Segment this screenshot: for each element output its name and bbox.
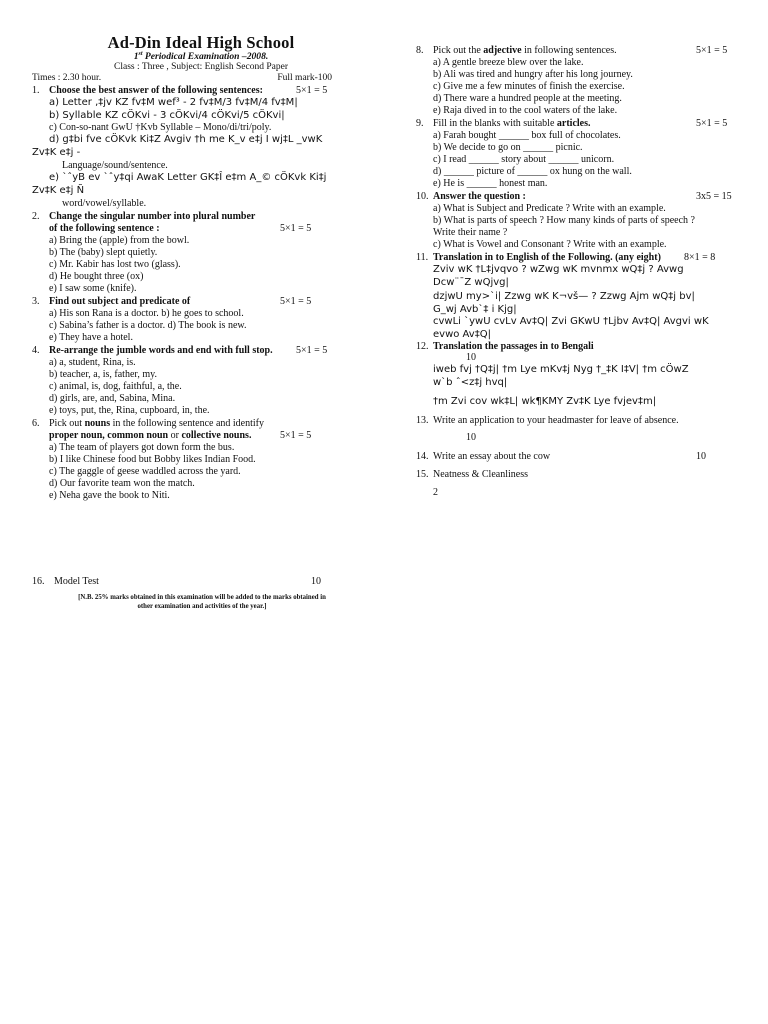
line-2: w`b ˆ<z‡j hvq| (433, 377, 508, 388)
title-part: or (168, 430, 182, 441)
item-c: c) I read ______ story about ______ unicorn. (433, 154, 615, 165)
title-part: in following sentences. (521, 45, 617, 56)
item-a: a) Bring the (apple) from the bowl. (49, 235, 190, 246)
question-marks: 5×1 = 5 (280, 430, 312, 441)
exam-ordinal-suffix: st (138, 51, 143, 57)
item-e: e) I saw some (knife). (49, 283, 137, 294)
footnote-cont: other examination and activities of the year.] (137, 603, 267, 610)
question-marks: 5×1 = 5 (696, 118, 728, 129)
item-a: a) What is Subject and Predicate ? Write with an example. (433, 203, 666, 214)
item-c: c) Con-so-nant GwU †Kvb Syllable – Mono/di/tri/poly. (49, 122, 272, 133)
question-number: 14. (416, 451, 429, 462)
question-marks: 3x5 = 15 (696, 191, 732, 202)
item-a: a) The team of players got down form the bus. (49, 442, 235, 453)
title-emphasis: proper noun, common noun (49, 430, 169, 441)
line-5: cvwLi `ywU cvLv Av‡Q| Zvi GKwU †Ljbv Av‡Q| Avgvi wK (433, 316, 709, 327)
question-number: 2. (32, 211, 40, 222)
item-e-options: word/vowel/syllable. (62, 198, 147, 209)
question-marks: 2 (433, 487, 438, 498)
question-marks: 10 (311, 576, 321, 587)
item-e: e) Raja dived in to the cool waters of the lake. (433, 105, 618, 116)
line-2: Dcw¨¯Z wQjvg| (433, 277, 509, 288)
question-title (433, 118, 590, 130)
item-c: c) Give me a few minutes of finish the exercise. (433, 81, 625, 92)
school-name: Ad-Din Ideal High School (107, 33, 295, 52)
item-e: e) They have a hotel. (49, 332, 133, 343)
question-title: Choose the best answer of the following sentences: (49, 85, 263, 96)
question-title: Write an essay about the cow (433, 451, 551, 462)
question-title: Translation in to English of the Following. (any eight) (433, 252, 661, 263)
exam-title-rest: Periodical Examination –2008. (142, 51, 269, 63)
question-marks: 5×1 = 5 (296, 85, 328, 96)
item-e-cont: Zv‡K e‡j Ñ (32, 185, 85, 196)
item-a-b: a) His son Rana is a doctor. b) he goes to school. (49, 308, 244, 319)
item-e: e) Neha gave the book to Niti. (49, 490, 170, 501)
question-number: 16. (32, 576, 45, 587)
question-marks: 8×1 = 8 (684, 252, 716, 263)
item-b-cont: Write their name ? (433, 227, 508, 238)
item-c: c) What is Vowel and Consonant ? Write with an example. (433, 239, 667, 250)
question-title-cont: of the following sentence : (49, 223, 160, 234)
line-1: iweb fvj †Q‡j| †m Lye mKv‡j Nyg †_‡K I‡V| †m cÖwZ (433, 364, 689, 375)
line-6: evwo Av‡Q| (433, 329, 491, 340)
item-b: b) I like Chinese food but Bobby likes Indian Food. (49, 454, 256, 465)
item-b: b) The (baby) slept quietly. (49, 247, 158, 258)
question-marks: 10 (696, 451, 706, 462)
title-emphasis: collective nouns. (181, 430, 252, 441)
title-emphasis: nouns (84, 418, 111, 429)
question-title: Find out subject and predicate of (49, 296, 191, 307)
full-mark: Full mark-100 (277, 73, 332, 83)
question-title: Re-arrange the jumble words and end with full stop. (49, 345, 273, 356)
item-a: a) a, student, Rina, is. (49, 357, 136, 368)
question-title: Translation the passages in to Bengali (433, 341, 594, 352)
question-title: Change the singular number into plural number (49, 211, 256, 222)
question-number: 11. (416, 252, 429, 263)
item-d: d) girls, are, and, Sabina, Mina. (49, 393, 176, 404)
item-d: d) ______ picture of ______ ox hung on the wall. (433, 166, 632, 177)
item-c-d: c) Sabina’s father is a doctor. d) The book is new. (49, 320, 247, 331)
question-number: 3. (32, 296, 40, 307)
question-number: 13. (416, 415, 429, 426)
item-d: d) There ware a hundred people at the meeting. (433, 93, 622, 104)
item-a: a) Letter ‚‡jv KZ fv‡M wef³ - 2 fv‡M/3 fv‡M/4 fv‡M| (49, 97, 298, 108)
exam-ordinal: 1 (133, 51, 139, 63)
item-d-options: Language/sound/sentence. (62, 160, 168, 171)
item-b: b) teacher, a, is, father, my. (49, 369, 157, 380)
question-title-cont (49, 430, 251, 442)
title-part: Fill in the blanks with suitable (433, 118, 557, 129)
item-e: e) `ˆyB ev `ˆy‡qi AwaK Letter GK‡Î e‡m A_© cÖKvk Ki‡j (49, 172, 327, 183)
item-c: c) The gaggle of geese waddled across the yard. (49, 466, 241, 477)
title-emphasis: articles. (556, 118, 591, 129)
item-b: b) What is parts of speech ? How many kinds of parts of speech ? (433, 215, 695, 226)
question-number: 1. (32, 85, 40, 96)
question-number: 6. (32, 418, 40, 429)
question-marks: 10 (466, 352, 476, 363)
question-number: 4. (32, 345, 40, 356)
question-title: Model Test (54, 576, 99, 587)
item-a: a) A gentle breeze blew over the lake. (433, 57, 584, 68)
line-3: dzjwU my>`i| Zzwg wK K¬vš— ? Zzwg Ajm wQ‡j bv| (433, 291, 695, 302)
question-title (433, 45, 617, 57)
question-title: Write an application to your headmaster for leave of absence. (433, 415, 679, 426)
item-e: e) He is ______ honest man. (433, 178, 548, 189)
item-b: b) Ali was tired and hungry after his long journey. (433, 69, 633, 80)
item-a: a) Farah bought ______ box full of chocolates. (433, 130, 621, 141)
line-1: Zviv wK †L‡jvqvo ? wZwg wK mvnmx wQ‡j ? Avwg (433, 264, 684, 275)
title-emphasis: adjective (483, 45, 522, 56)
exam-time: Times : 2.30 hour. (32, 73, 102, 83)
item-c: c) animal, is, dog, faithful, a, the. (49, 381, 182, 392)
question-title (49, 418, 264, 430)
question-marks: 10 (466, 432, 476, 443)
item-c: c) Mr. Kabir has lost two (glass). (49, 259, 181, 270)
exam-title (32, 51, 370, 62)
title-part: in the following sentence and identify (110, 418, 264, 429)
item-d: d) g‡bi fve cÖKvk Ki‡Z Avgiv †h me K_v e‡j I wj‡L _vwK (49, 134, 323, 145)
question-marks: 5×1 = 5 (280, 296, 312, 307)
question-title: Neatness & Cleanliness (433, 469, 528, 480)
question-number: 8. (416, 45, 424, 56)
question-marks: 5×1 = 5 (696, 45, 728, 56)
question-number: 15. (416, 469, 429, 480)
title-part: Pick out (49, 418, 85, 429)
item-d: d) He bought three (ox) (49, 271, 144, 282)
item-b: b) We decide to go on ______ picnic. (433, 142, 583, 153)
question-title: Answer the question : (433, 191, 526, 202)
time-marks-line (32, 73, 332, 83)
item-b: b) Syllable KZ cÖKvi - 3 cÖKvi/4 cÖKvi/5 cÖKvi| (49, 110, 285, 121)
question-number: 9. (416, 118, 424, 129)
title-part: Pick out the (433, 45, 484, 56)
question-marks: 5×1 = 5 (296, 345, 328, 356)
line-4: G_wj Avb`‡ i Kjg| (433, 304, 517, 315)
question-number: 12. (416, 341, 429, 352)
line-3: †m Zvi cov wk‡L| wk¶KMY Zv‡K Lye fvjev‡m| (433, 396, 657, 407)
class-subject-line: Class : Three , Subject: English Second Paper (114, 62, 288, 72)
item-d-cont: Zv‡K e‡j - (32, 147, 81, 158)
item-d: d) Our favorite team won the match. (49, 478, 195, 489)
item-e: e) toys, put, the, Rina, cupboard, in, the. (49, 405, 210, 416)
footnote: [N.B. 25% marks obtained in this examination will be added to the marks obtained in (78, 594, 326, 601)
question-marks: 5×1 = 5 (280, 223, 312, 234)
question-number: 10. (416, 191, 429, 202)
